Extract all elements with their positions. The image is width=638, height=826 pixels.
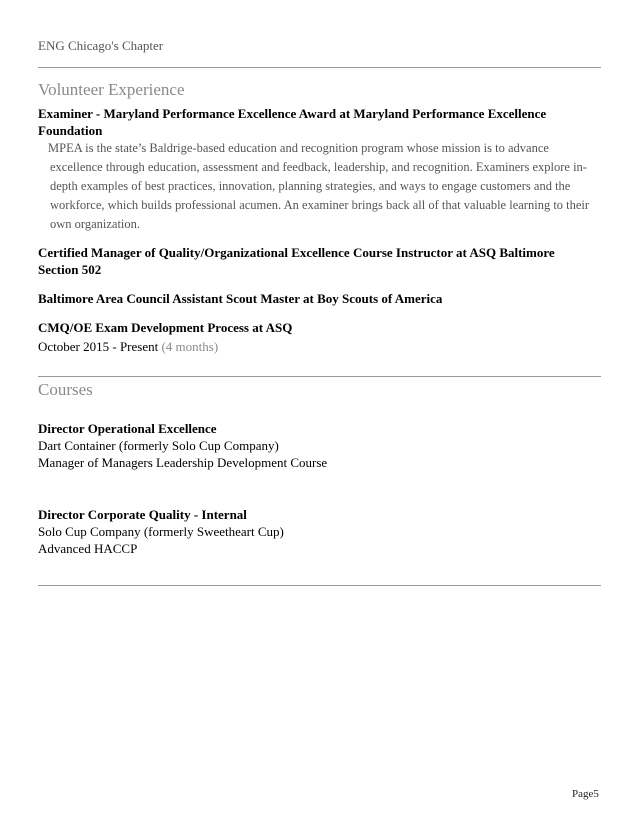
courses-divider [38, 585, 601, 586]
course-2-organization: Solo Cup Company (formerly Sweetheart Cup) [38, 524, 284, 539]
volunteer-divider [38, 376, 601, 377]
volunteer-entry-4-dates [38, 338, 598, 355]
course-2-course: Advanced HACCP [38, 541, 138, 556]
volunteer-entry-3-heading: Baltimore Area Council Assistant Scout Master at Boy Scouts of America [38, 291, 443, 306]
volunteer-section-title: Volunteer Experience [38, 80, 185, 99]
duration: (4 months) [161, 339, 219, 354]
volunteer-entry-1-description: MPEA is the state’s Baldrige-based education and recognition program whose mission is to advance excellence through education, assessment and feedback, leadership, and recognition. Examiners explore in-depth examples of best practices, innovation, planning strategies, and ways to engage customers and the workforce, which builds professional acumen. An examiner brings back all of that valuable learning to their own organization. [48, 141, 590, 231]
volunteer-entry-4-heading: CMQ/OE Exam Development Process at ASQ [38, 320, 293, 335]
course-2-title: Director Corporate Quality - Internal [38, 507, 247, 522]
page-number: Page5 [572, 788, 599, 800]
courses-section-title: Courses [38, 380, 93, 399]
course-1-organization: Dart Container (formerly Solo Cup Company) [38, 438, 279, 453]
course-1-title: Director Operational Excellence [38, 421, 217, 436]
volunteer-entry-2-heading: Certified Manager of Quality/Organizational Excellence Course Instructor at ASQ Baltimore Section 502 [38, 245, 555, 277]
page-header: ENG Chicago's Chapter [38, 38, 164, 53]
date-range: October 2015 - Present [38, 339, 159, 354]
course-1-course: Manager of Managers Leadership Development Course [38, 455, 328, 470]
volunteer-entry-1-heading: Examiner - Maryland Performance Excellence Award at Maryland Performance Excellence Foundation [38, 106, 547, 138]
header-divider [38, 67, 601, 68]
